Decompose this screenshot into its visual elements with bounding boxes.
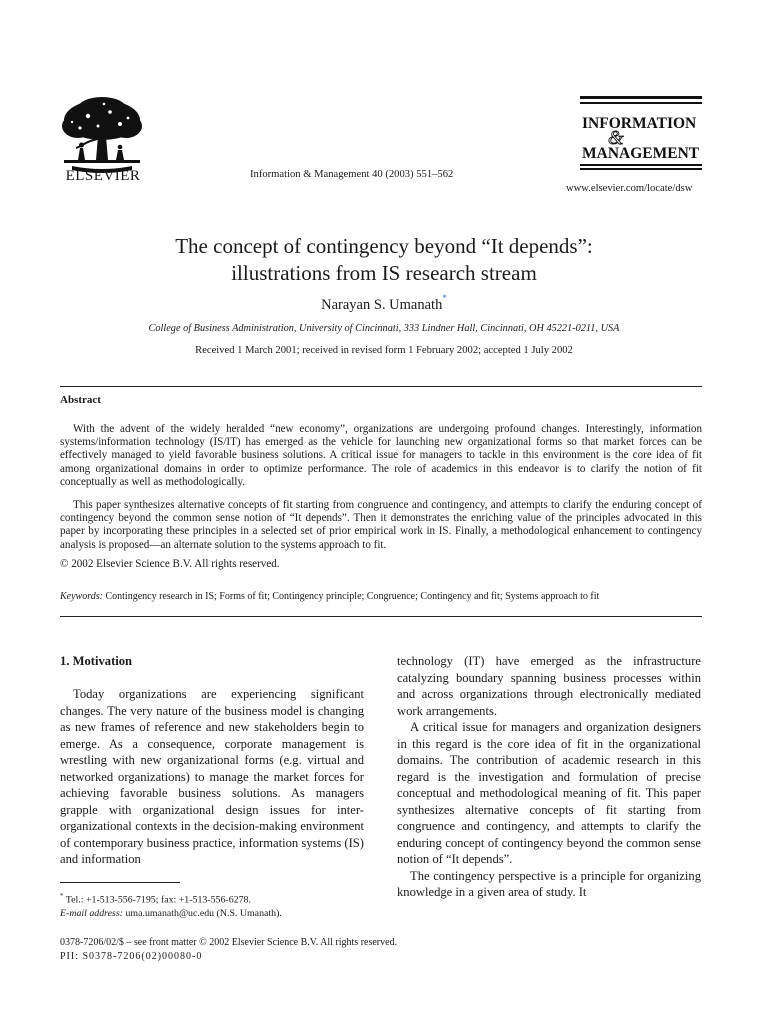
- author-name: Narayan S. Umanath: [321, 296, 443, 313]
- footnote-contact-line: [60, 889, 282, 907]
- left-column: [60, 686, 364, 868]
- keywords-label: Keywords:: [60, 591, 103, 602]
- journal-logo-top: INFORMATION: [582, 115, 697, 132]
- abstract-paragraph-1: With the advent of the widely heralded “new economy”, organizations are undergoing profound changes. Interestingly, information systems/information technology (IS/IT) has emerged as the vehicle for launching new organizational forms so that market forces can be effectively managed to yield favorable business solutions. A critical issue for managers to tackle in this environment is the core idea of fit among organizational domains in order to optimize performance. The role of academics in this endeavor is to clarify the notion of fit conceptually as well as methodologically.: [60, 423, 702, 488]
- abstract-paragraph-2: This paper synthesizes alternative concepts of fit starting from congruence and contingency, and attempts to clarify the enduring concept of contingency beyond the common sense notion of “It depends”. Then it demonstrates the enriching value of the principles advocated in this paper by incorporating these principles in a selected set of prior empirical work in IS. Finally, a methodological enhancement to contingency analysis is proposed—an alternate solution to the systems approach to fit.: [60, 499, 702, 551]
- journal-citation: Information & Management 40 (2003) 551–562: [250, 169, 454, 180]
- keywords-list: Contingency research in IS; Forms of fit; Contingency principle; Congruence; Contingency and fit; Systems approach to fit: [105, 591, 600, 602]
- page-footer: [60, 936, 397, 964]
- elsevier-tree-logo: [58, 96, 146, 176]
- abstract-heading: Abstract: [60, 394, 101, 406]
- received-dates: Received 1 March 2001; received in revised form 1 February 2002; accepted 1 July 2002: [195, 345, 573, 356]
- journal-logo: [580, 96, 702, 170]
- footnote-rule: [60, 882, 180, 883]
- body-paragraph-right-2: A critical issue for managers and organization designers in this regard is the core idea of fit in the organizational domains. The contribution of academic research in this regard is the investigation and formulation of precise conceptual and methodological meaning of fit. This paper synthesizes alternative concepts of fit starting from congruence and contingency, and attempts to clarify the enduring concept of contingency beyond the common sense notion of “It depends”.: [397, 720, 701, 866]
- footer-pii: PII: S0378-7206(02)00080-0: [60, 951, 203, 962]
- body-paragraph-right-3: The contingency perspective is a principle for organizing knowledge in a given area of study. It: [397, 868, 701, 899]
- footnote-email-line: [60, 907, 282, 921]
- body-paragraph-left-1: Today organizations are experiencing significant changes. The very nature of the business model is changing as new frames of reference and new stakeholders begin to emerge. As a consequence, corporate management is wrestling with new organizational forms (e.g. virtual and networked organizations) to manage the market forces for achieving favorable business solutions. As managers grapple with organizational design issues for inter-organizational contexts in the decision-making environment of contemporary business practice, information systems (IS) and information: [60, 687, 364, 866]
- title-line-1: The concept of contingency beyond “It depends”:: [175, 234, 593, 258]
- journal-url-link[interactable]: www.elsevier.com/locate/dsw: [566, 183, 693, 194]
- abstract-copyright: © 2002 Elsevier Science B.V. All rights reserved.: [60, 558, 280, 570]
- footer-copyright: 0378-7206/02/$ – see front matter © 2002 Elsevier Science B.V. All rights reserved.: [60, 937, 398, 948]
- journal-logo-amp: &: [608, 127, 624, 149]
- author-footnote-mark[interactable]: *: [442, 293, 447, 303]
- title-line-2: illustrations from IS research stream: [231, 261, 537, 285]
- keywords: [60, 591, 599, 602]
- footnote-contact: Tel.: +1-513-556-7195; fax: +1-513-556-6278.: [65, 894, 251, 906]
- abstract-bottom-rule: [60, 616, 702, 617]
- footnote: [60, 889, 282, 921]
- footnote-mark: *: [60, 892, 64, 900]
- publisher-name: ELSEVIER: [65, 168, 141, 184]
- footnote-email[interactable]: uma.umanath@uc.edu (N.S. Umanath).: [125, 908, 282, 920]
- footnote-email-label: E-mail address:: [60, 908, 123, 920]
- body-paragraph-right-1: technology (IT) have emerged as the infrastructure catalyzing boundary spanning business processes within and across organizations through electronically mediated work arrangements.: [397, 654, 701, 718]
- author-line: [0, 295, 768, 314]
- paper-title: [0, 233, 768, 287]
- abstract-top-rule: [60, 386, 702, 387]
- journal-logo-bottom: MANAGEMENT: [582, 145, 700, 162]
- author-affiliation: College of Business Administration, University of Cincinnati, 333 Lindner Hall, Cincinnati, OH 45221-0211, USA: [148, 323, 620, 334]
- right-column: [397, 653, 701, 901]
- section-heading-motivation: 1. Motivation: [60, 654, 133, 668]
